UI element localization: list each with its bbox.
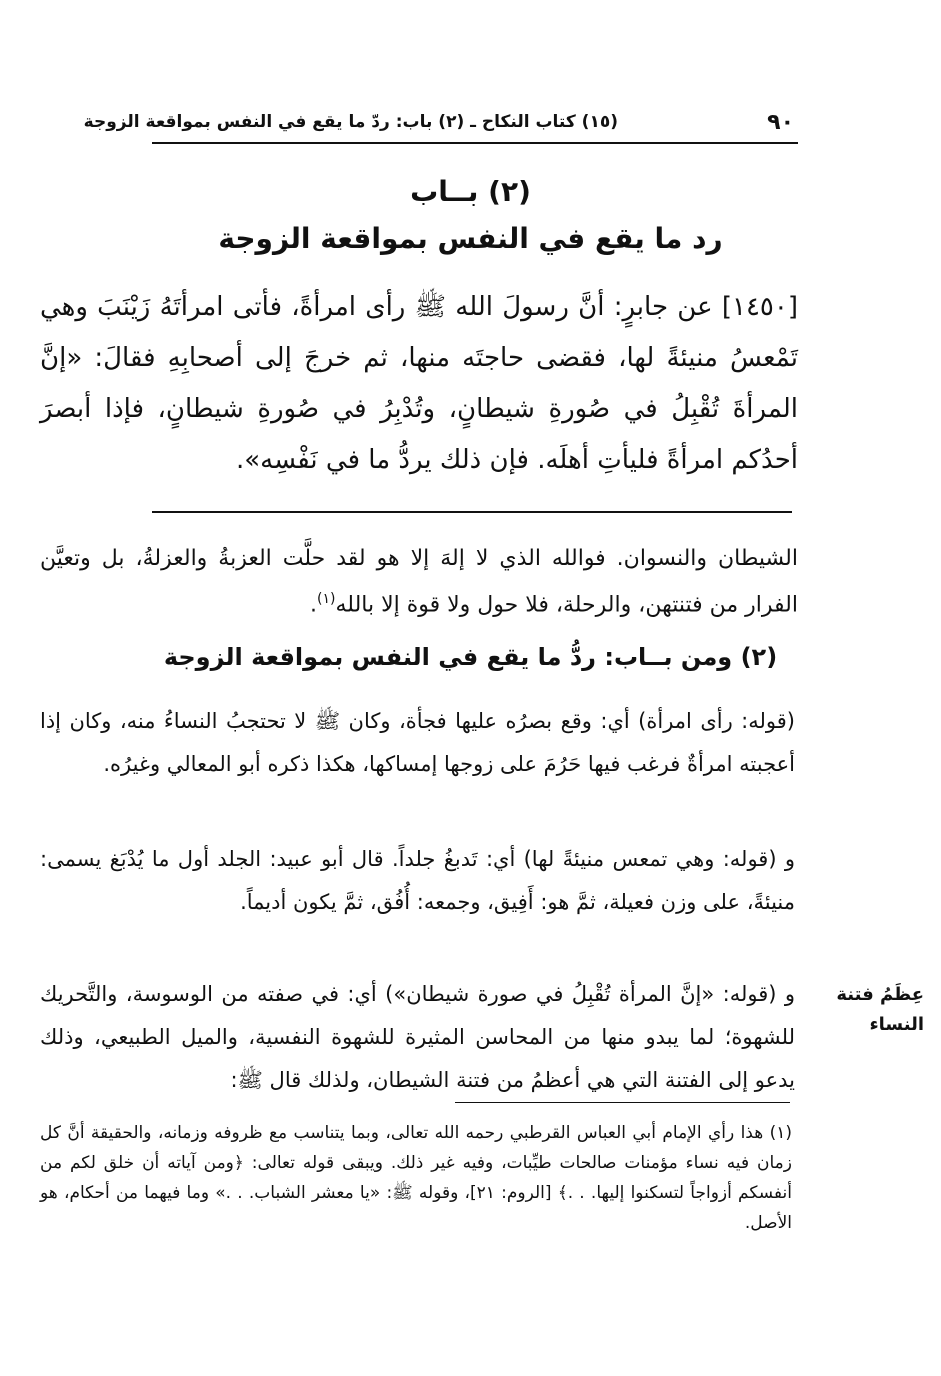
commentary-paragraph-3 (40, 973, 795, 1102)
commentary-intro-text: الشيطان والنسوان. فوالله الذي لا إلهَ إلا هو لقد حلَّت العزبةُ والعزلةُ، بل وتعيَّن الفرار من فتنتهن، والرحلة، فلا حول ولا قوة إلا بالله (40, 546, 798, 618)
footnote (40, 1118, 792, 1238)
paragraph-text: (قوله: رأى امرأة) أي: وقع بصرُه عليها فجأة، وكان ﷺ لا تحتجبُ النساءُ منه، وكان إذا أعجبته امرأةٌ فرغب فيها حَرُمَ على زوجها إمساكها، هكذا ذكره أبو المعالي وغيرُه. (40, 709, 795, 776)
footnote-divider (455, 1102, 790, 1103)
commentary-intro: الشيطان والنسوان. فوالله الذي لا إلهَ إلا هو لقد حلَّت العزبةُ والعزلةُ، بل وتعيَّن الفرار من فتنتهن، والرحلة، فلا حول ولا قوة إلا بالله$^{(١)}$. (40, 546, 798, 618)
section-heading: (٢) ومن بــاب: ردُّ ما يقع في النفس بمواقعة الزوجة (163, 643, 778, 671)
chapter-title: رد ما يقع في النفس بمواقعة الزوجة (218, 222, 723, 255)
paragraph-text: و (قوله: وهي تمعس منيئةً لها) أي: تَدبغُ جلداً. قال أبو عبيد: الجلد أول ما يُدْبَغ يسمى: منيئةً، على وزن فعيلة، ثمَّ هو: أَفِيق، وجمعه: أُفُق، ثمَّ يكون أديماً. (40, 847, 795, 914)
commentary-paragraph-1 (40, 700, 795, 786)
page-header (83, 110, 798, 142)
running-title: (١٥) كتاب النكاح ـ (٢) باب: ردّ ما يقع في النفس بمواقعة الزوجة (83, 112, 618, 132)
commentary-paragraph-2 (40, 838, 795, 924)
paragraph-text: و (قوله: «إنَّ المرأة تُقْبِلُ في صورة شيطان») أي: في صفته من الوسوسة، والتَّحريك للشهوة؛ لما يبدو منها من المحاسن المثيرة للشهوة النفسية، والميل الطبيعي، وذلك يدعو إلى الفتنة التي هي أعظمُ من فتنة الشيطان، ولذلك قال ﷺ: (40, 982, 795, 1092)
chapter-label: (٢) بــاب (410, 175, 531, 208)
hadith-text (40, 282, 798, 486)
header-divider (152, 142, 798, 144)
footnote-ref: (١) (317, 591, 336, 607)
text-divider (152, 511, 792, 513)
hadith-paragraph: [١٤٥٠] عن جابرٍ: أنَّ رسولَ الله ﷺ رأى امرأةً، فأتى امرأتَهُ زَيْنَبَ وهي تَمْعسُ منيئةً لها، فقضى حاجتَه منها، ثم خرجَ إلى أصحابِهِ فقالَ: «إنَّ المرأةَ تُقْبِلُ في صُورةِ شيطانٍ، وتُدْبِرُ في صُورةِ شيطانٍ، فإذا أبصرَ أحدُكم امرأةً فليأتِ أهلَه. فإن ذلك يردُّ ما في نَفْسِه». (40, 292, 798, 475)
page-number: ٩٠ (767, 110, 794, 135)
footnote-text: (١) هذا رأي الإمام أبي العباس القرطبي رحمه الله تعالى، وبما يتناسب مع ظروفه وزمانه، والحقيقة أنَّ كل زمان فيه نساء مؤمنات صالحات طيِّبات، وفيه غير ذلك. ويبقى قوله تعالى: ﴿ومن آياته أن خلق لكم من أنفسكم أزواجاً لتسكنوا إليها. . .﴾ [الروم: ٢١]، وقوله ﷺ: «يا معشر الشباب. . .» وما فيهما من أحكام، هو الأصل. (40, 1123, 792, 1233)
margin-note: عِظَمُ فتنة النساء (836, 984, 924, 1035)
